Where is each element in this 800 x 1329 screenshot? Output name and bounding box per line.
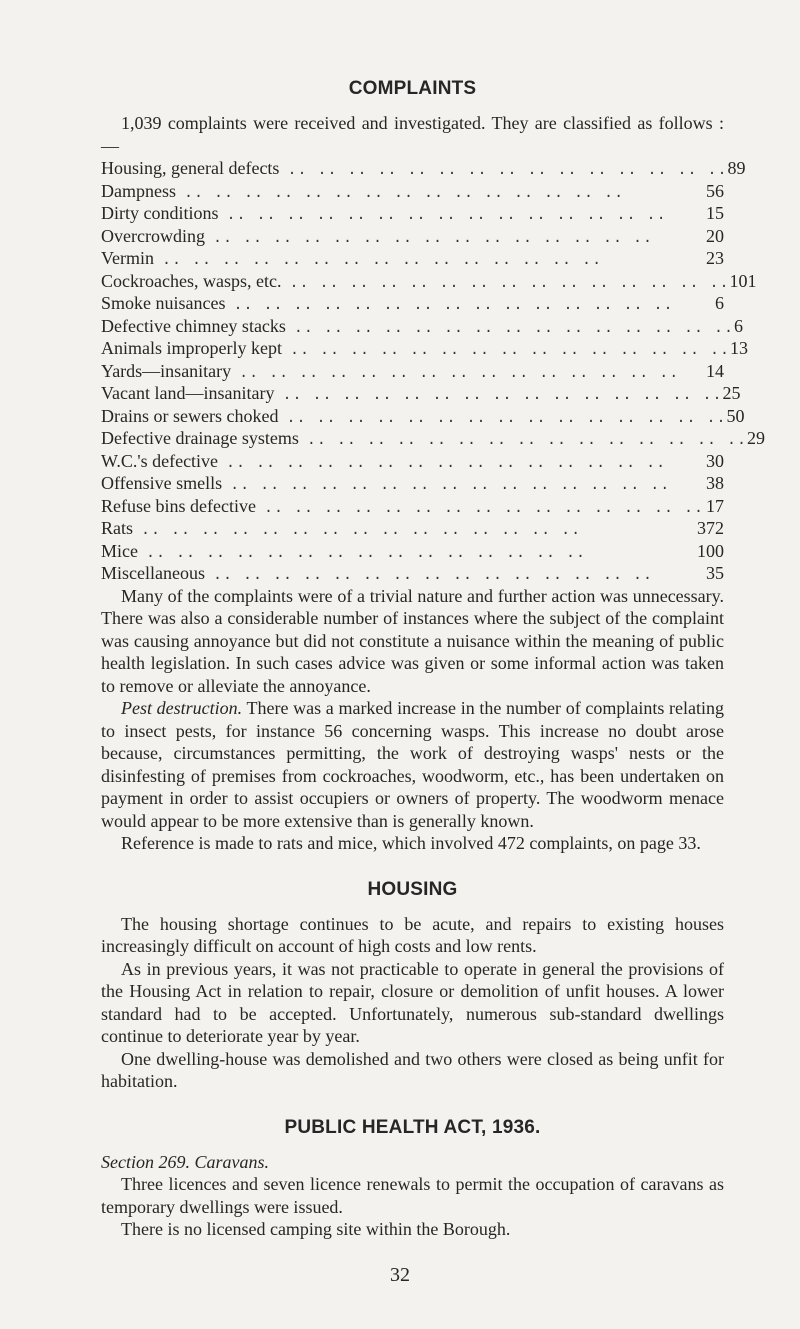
complaint-row	[101, 517, 724, 540]
complaints-heading: COMPLAINTS	[348, 78, 477, 99]
housing-section	[101, 877, 724, 1093]
public-health-paragraph-1: Three licences and seven licence renewals to permit the occupation of caravans as temporary dwellings were issued.	[101, 1174, 724, 1217]
pest-destruction-title: Pest destruction.	[121, 698, 243, 718]
public-health-heading: PUBLIC HEALTH ACT, 1936.	[284, 1116, 541, 1138]
complaint-count: 14	[706, 360, 724, 381]
complaint-row	[101, 562, 724, 585]
complaint-label: Rats	[101, 518, 134, 538]
complaint-row	[101, 427, 765, 450]
complaint-label: Housing, general defects	[101, 158, 280, 178]
complaint-row	[101, 360, 724, 383]
complaint-count: 6	[734, 315, 743, 336]
complaint-count: 25	[722, 383, 741, 403]
complaint-row	[101, 450, 724, 473]
complaint-label: Cockroaches, wasps, etc.	[101, 270, 282, 291]
complaint-row	[101, 247, 724, 270]
pest-destruction-paragraph: Pest destruction. There was a marked increase in the number of complaints relating to insect pests, for instance 56 concerning wasps. This increase no doubt arose because, circumstances permitting, the work of destroying wasps' nests or the disinfesting of premises from cockroaches, woodworm, etc., has been undertaken on payment in order to assist occupiers or owners of property. The woodworm menace would appear to be more extensive than is generally known.	[101, 698, 724, 831]
leader-dots: .. .. .. .. .. .. .. .. .. .. .. .. .. .. ..	[287, 162, 728, 179]
complaint-label: Vacant land—insanitary	[101, 383, 275, 403]
leader-dots: .. .. .. .. .. .. .. .. .. .. .. .. .. .. ..	[282, 387, 723, 404]
leader-dots: .. .. .. .. .. .. .. .. .. .. .. .. .. .. ..	[212, 229, 654, 247]
complaint-label: Miscellaneous	[101, 563, 205, 583]
complaint-count: 15	[706, 203, 724, 223]
complaint-count: 89	[727, 158, 746, 178]
complaint-count: 372	[697, 518, 724, 538]
complaint-count: 101	[729, 270, 757, 291]
complaint-label: Dampness	[101, 180, 176, 201]
housing-paragraph-1: The housing shortage continues to be acute, and repairs to existing houses increasingly difficult on account of high costs and low rents.	[101, 913, 724, 956]
leader-dots: .. .. .. .. .. .. .. .. .. .. .. .. .. .. ..	[230, 477, 671, 494]
complaint-count: 13	[730, 338, 749, 358]
leader-dots: .. .. .. .. .. .. .. .. .. .. .. .. .. .. ..	[293, 319, 734, 337]
complaints-paragraph-1: Many of the complaints were of a trivial nature and further action was unnecessary. There was also a considerable number of instances where the subject of the complaint was causing annoyance but did not constitute a nuisance within the meaning of public health legislation. In such cases advice was given or some informal action was taken to remove or alleviate the annoyance.	[101, 585, 724, 696]
complaint-label: Offensive smells	[101, 473, 223, 493]
complaint-count: 20	[706, 225, 724, 246]
complaint-label: Refuse bins defective	[101, 495, 256, 516]
complaint-row	[101, 202, 724, 225]
leader-dots: .. .. .. .. .. .. .. .. .. .. .. .. .. .. ..	[145, 544, 587, 562]
leader-dots: .. .. .. .. .. .. .. .. .. .. .. .. .. .. ..	[286, 409, 727, 427]
leader-dots: .. .. .. .. .. .. .. .. .. .. .. .. .. .. ..	[184, 184, 625, 202]
complaint-row	[101, 225, 724, 248]
complaint-label: Defective drainage systems	[101, 428, 299, 448]
complaint-count: 38	[706, 473, 724, 493]
leader-dots: .. .. .. .. .. .. .. .. .. .. .. .. .. .. ..	[162, 252, 603, 269]
complaint-row	[101, 292, 724, 315]
leader-dots: .. .. .. .. .. .. .. .. .. .. .. .. .. .. ..	[226, 207, 667, 224]
complaint-count: 56	[706, 180, 724, 201]
housing-heading: HOUSING	[367, 878, 458, 900]
complaint-row	[101, 337, 749, 360]
complaint-label: Smoke nuisances	[101, 293, 226, 313]
leader-dots: .. .. .. .. .. .. .. .. .. .. .. .. .. .. ..	[289, 342, 731, 359]
complaint-label: W.C.'s defective	[101, 450, 219, 471]
complaint-row	[101, 157, 746, 180]
complaints-intro: 1,039 complaints were received and investigated. They are classified as follows : —	[101, 113, 724, 156]
complaint-count: 30	[706, 450, 724, 471]
complaint-row	[101, 270, 757, 293]
leader-dots: .. .. .. .. .. .. .. .. .. .. .. .. .. .. ..	[289, 274, 730, 292]
complaint-label: Defective chimney stacks	[101, 315, 286, 336]
section-269-title: Section 269. Caravans.	[101, 1151, 269, 1172]
complaint-count: 23	[706, 248, 724, 268]
leader-dots: .. .. .. .. .. .. .. .. .. .. .. .. .. .. ..	[233, 297, 674, 314]
public-health-paragraph-2: There is no licensed camping site within the Borough.	[121, 1219, 511, 1239]
complaint-label: Animals improperly kept	[101, 338, 282, 358]
public-health-section	[101, 1115, 724, 1241]
housing-paragraph-2: As in previous years, it was not practicable to operate in general the provisions of the Housing Act in relation to repair, closure or demolition of unfit houses. A lower standard had to be accepted. Unfortunately, numerous sub-standard dwellings continue to deteriorate year by year.	[101, 958, 724, 1046]
complaint-label: Dirty conditions	[101, 203, 219, 223]
complaints-list	[101, 157, 765, 585]
complaint-count: 100	[697, 540, 724, 561]
complaints-paragraph-3: Reference is made to rats and mice, which involved 472 complaints, on page 33.	[121, 833, 701, 853]
housing-paragraph-3: One dwelling-house was demolished and two others were closed as being unfit for habitation.	[101, 1048, 724, 1091]
complaint-count: 17	[706, 495, 724, 516]
complaint-count: 29	[747, 428, 765, 448]
leader-dots: .. .. .. .. .. .. .. .. .. .. .. .. .. .. ..	[263, 499, 705, 517]
leader-dots: .. .. .. .. .. .. .. .. .. .. .. .. .. .. ..	[306, 432, 747, 449]
complaint-row	[101, 405, 745, 428]
complaint-count: 6	[715, 293, 724, 313]
complaint-row	[101, 180, 724, 203]
complaint-count: 35	[706, 563, 724, 583]
leader-dots: .. .. .. .. .. .. .. .. .. .. .. .. .. .. ..	[141, 522, 582, 539]
complaint-label: Vermin	[101, 248, 154, 268]
leader-dots: .. .. .. .. .. .. .. .. .. .. .. .. .. .. ..	[212, 567, 654, 584]
leader-dots: .. .. .. .. .. .. .. .. .. .. .. .. .. .. ..	[226, 454, 667, 472]
complaint-count: 50	[726, 405, 745, 426]
complaint-row	[101, 315, 743, 338]
complaint-row	[101, 540, 724, 563]
complaint-row	[101, 382, 741, 405]
complaint-label: Drains or sewers choked	[101, 405, 279, 426]
complaint-label: Overcrowding	[101, 225, 205, 246]
leader-dots: .. .. .. .. .. .. .. .. .. .. .. .. .. .. ..	[239, 364, 680, 382]
page-number: 32	[390, 1264, 410, 1286]
complaint-row	[101, 495, 724, 518]
complaint-label: Yards—insanitary	[101, 360, 232, 381]
page-content	[101, 76, 765, 1241]
complaint-label: Mice	[101, 540, 138, 561]
complaint-row	[101, 472, 724, 495]
